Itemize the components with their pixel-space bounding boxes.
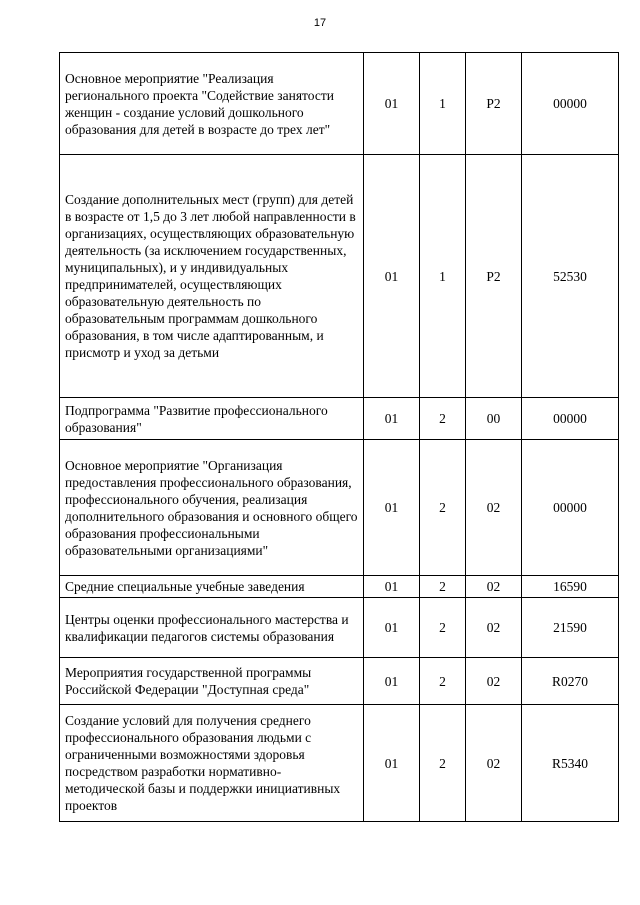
table-row <box>60 398 619 440</box>
program-code-cell: 01 <box>364 598 420 658</box>
main-event-code-cell: 02 <box>466 658 522 705</box>
table-row <box>60 53 619 155</box>
table-row <box>60 576 619 598</box>
program-code-cell: 01 <box>364 53 420 155</box>
row-name-cell: Создание дополнительных мест (групп) для детей в возрасте от 1,5 до 3 лет любой направленности в организациях, осуществляющих образовательную деятельность (за исключением государственных, муниципальных), и у индивидуальных предпринимателей, осуществляющих образовательную деятельность по образовательным программам дошкольного образования, в том числе адаптированным, и присмотр и уход за детьми <box>60 155 364 398</box>
direction-code-cell: 00000 <box>522 53 619 155</box>
program-code-cell: 01 <box>364 658 420 705</box>
direction-code-cell: 00000 <box>522 398 619 440</box>
row-name-cell: Основное мероприятие "Организация предоставления профессионального образования, профессионального обучения, реализация дополнительного образования и основного общего образования профессиональными образовательными организациями" <box>60 440 364 576</box>
direction-code-cell: R0270 <box>522 658 619 705</box>
main-event-code-cell: 02 <box>466 705 522 822</box>
table-row <box>60 598 619 658</box>
subprogram-code-cell: 1 <box>420 53 466 155</box>
row-name-cell: Создание условий для получения среднего профессионального образования людьми с ограниченными возможностями здоровья посредством разработки нормативно-методической базы и поддержки инициативных проектов <box>60 705 364 822</box>
program-code-cell: 01 <box>364 705 420 822</box>
direction-code-cell: 16590 <box>522 576 619 598</box>
table-row <box>60 705 619 822</box>
program-code-cell: 01 <box>364 440 420 576</box>
row-name-cell: Мероприятия государственной программы Российской Федерации "Доступная среда" <box>60 658 364 705</box>
subprogram-code-cell: 2 <box>420 576 466 598</box>
subprogram-code-cell: 2 <box>420 598 466 658</box>
main-event-code-cell: 02 <box>466 598 522 658</box>
row-name-cell: Центры оценки профессионального мастерства и квалификации педагогов системы образования <box>60 598 364 658</box>
table-row <box>60 658 619 705</box>
direction-code-cell: R5340 <box>522 705 619 822</box>
program-code-cell: 01 <box>364 155 420 398</box>
main-event-code-cell: Р2 <box>466 155 522 398</box>
program-code-cell: 01 <box>364 576 420 598</box>
row-name-cell: Средние специальные учебные заведения <box>60 576 364 598</box>
main-event-code-cell: 02 <box>466 576 522 598</box>
main-event-code-cell: 00 <box>466 398 522 440</box>
budget-classification-table <box>59 52 619 822</box>
subprogram-code-cell: 1 <box>420 155 466 398</box>
subprogram-code-cell: 2 <box>420 440 466 576</box>
page-number: 17 <box>313 17 327 29</box>
table-row <box>60 440 619 576</box>
main-event-code-cell: Р2 <box>466 53 522 155</box>
row-name-cell: Основное мероприятие "Реализация регионального проекта "Содействие занятости женщин - создание условий дошкольного образования для детей в возрасте до трех лет" <box>60 53 364 155</box>
direction-code-cell: 21590 <box>522 598 619 658</box>
subprogram-code-cell: 2 <box>420 398 466 440</box>
table-row <box>60 155 619 398</box>
row-name-cell: Подпрограмма "Развитие профессионального образования" <box>60 398 364 440</box>
main-event-code-cell: 02 <box>466 440 522 576</box>
program-code-cell: 01 <box>364 398 420 440</box>
subprogram-code-cell: 2 <box>420 658 466 705</box>
direction-code-cell: 00000 <box>522 440 619 576</box>
direction-code-cell: 52530 <box>522 155 619 398</box>
subprogram-code-cell: 2 <box>420 705 466 822</box>
